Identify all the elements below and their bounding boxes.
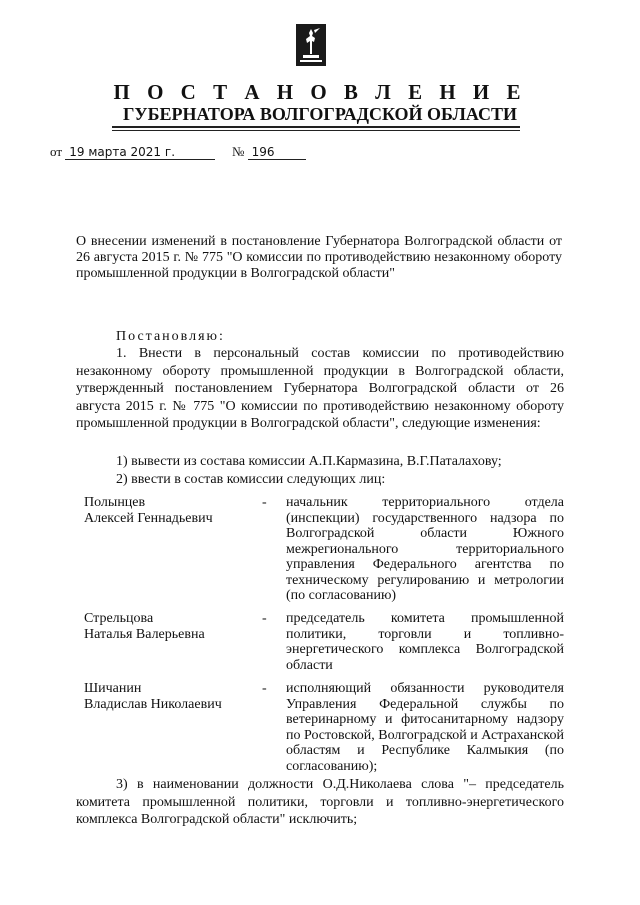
member-dash: - xyxy=(262,681,267,696)
member-surname: Стрельцова xyxy=(84,611,154,626)
member-dash: - xyxy=(262,495,267,510)
date-value: 19 марта 2021 г. xyxy=(65,145,215,160)
member-name xyxy=(84,681,264,712)
coat-of-arms-emblem-icon xyxy=(296,24,326,66)
member-position: начальник территориального отдела (инспекции) государственного надзора по Волгоградской области Южного межрегионального территориального управления Федерального агентства по техническому регулированию и метрологии (по согласованию) xyxy=(286,495,564,603)
document-title: П О С Т А Н О В Л Е Н И Е xyxy=(113,80,527,104)
member-surname: Полынцев xyxy=(84,495,146,510)
document-subject: О внесении изменений в постановление Губернатора Волгоградской области от 26 августа 2015 г. № 775 "О комиссии по противодействию незаконному обороту промышленной продукции в Волгоградской области" xyxy=(76,234,562,281)
date-prefix: от xyxy=(50,144,63,159)
paragraph-1-item-2: 2) ввести в состав комиссии следующих лиц: xyxy=(116,472,386,487)
paragraph-1-item-1: 1) вывести из состава комиссии А.П.Кармазина, В.Г.Паталахову; xyxy=(116,454,502,469)
number-value: 196 xyxy=(248,145,306,160)
number-prefix: № xyxy=(232,144,245,159)
resolution-lead: Постановляю: xyxy=(116,329,225,344)
date-line xyxy=(50,144,215,160)
member-given-names: Наталья Валерьевна xyxy=(84,626,205,642)
member-name xyxy=(84,611,264,642)
member-given-names: Владислав Николаевич xyxy=(84,696,222,712)
member-name xyxy=(84,495,264,526)
paragraph-1-item-3: 3) в наименовании должности О.Д.Николаева слова "– председатель комитета промышленной политики, торговли и топливно-энергетического комплекса Волгоградской области" исключить; xyxy=(76,777,564,827)
number-line xyxy=(232,144,306,160)
member-position: председатель комитета промышленной политики, торговли и топливно-энергетического комплекса Волгоградской области xyxy=(286,611,564,673)
member-position: исполняющий обязанности руководителя Управления Федеральной службы по ветеринарному и фитосанитарному надзору по Ростовской, Волгоградской и Астраханской областям и Республике Калмыкия (по согласованию); xyxy=(286,681,564,774)
document-issuer: ГУБЕРНАТОРА ВОЛГОГРАДСКОЙ ОБЛАСТИ xyxy=(122,104,518,124)
member-given-names: Алексей Геннадьевич xyxy=(84,510,213,526)
title-rule-thick xyxy=(112,126,520,128)
member-dash: - xyxy=(262,611,267,626)
paragraph-1: 1. Внести в персональный состав комиссии по противодействию незаконному обороту промышленной продукции в Волгоградской области, утвержденный постановлением Губернатора Волгоградской области от 26 августа 2015 г. № 775 "О комиссии по противодействию незаконному обороту промышленной продукции в Волгоградской области", следующие изменения: xyxy=(76,346,564,431)
title-rule-thin xyxy=(112,130,520,131)
member-surname: Шичанин xyxy=(84,681,142,696)
